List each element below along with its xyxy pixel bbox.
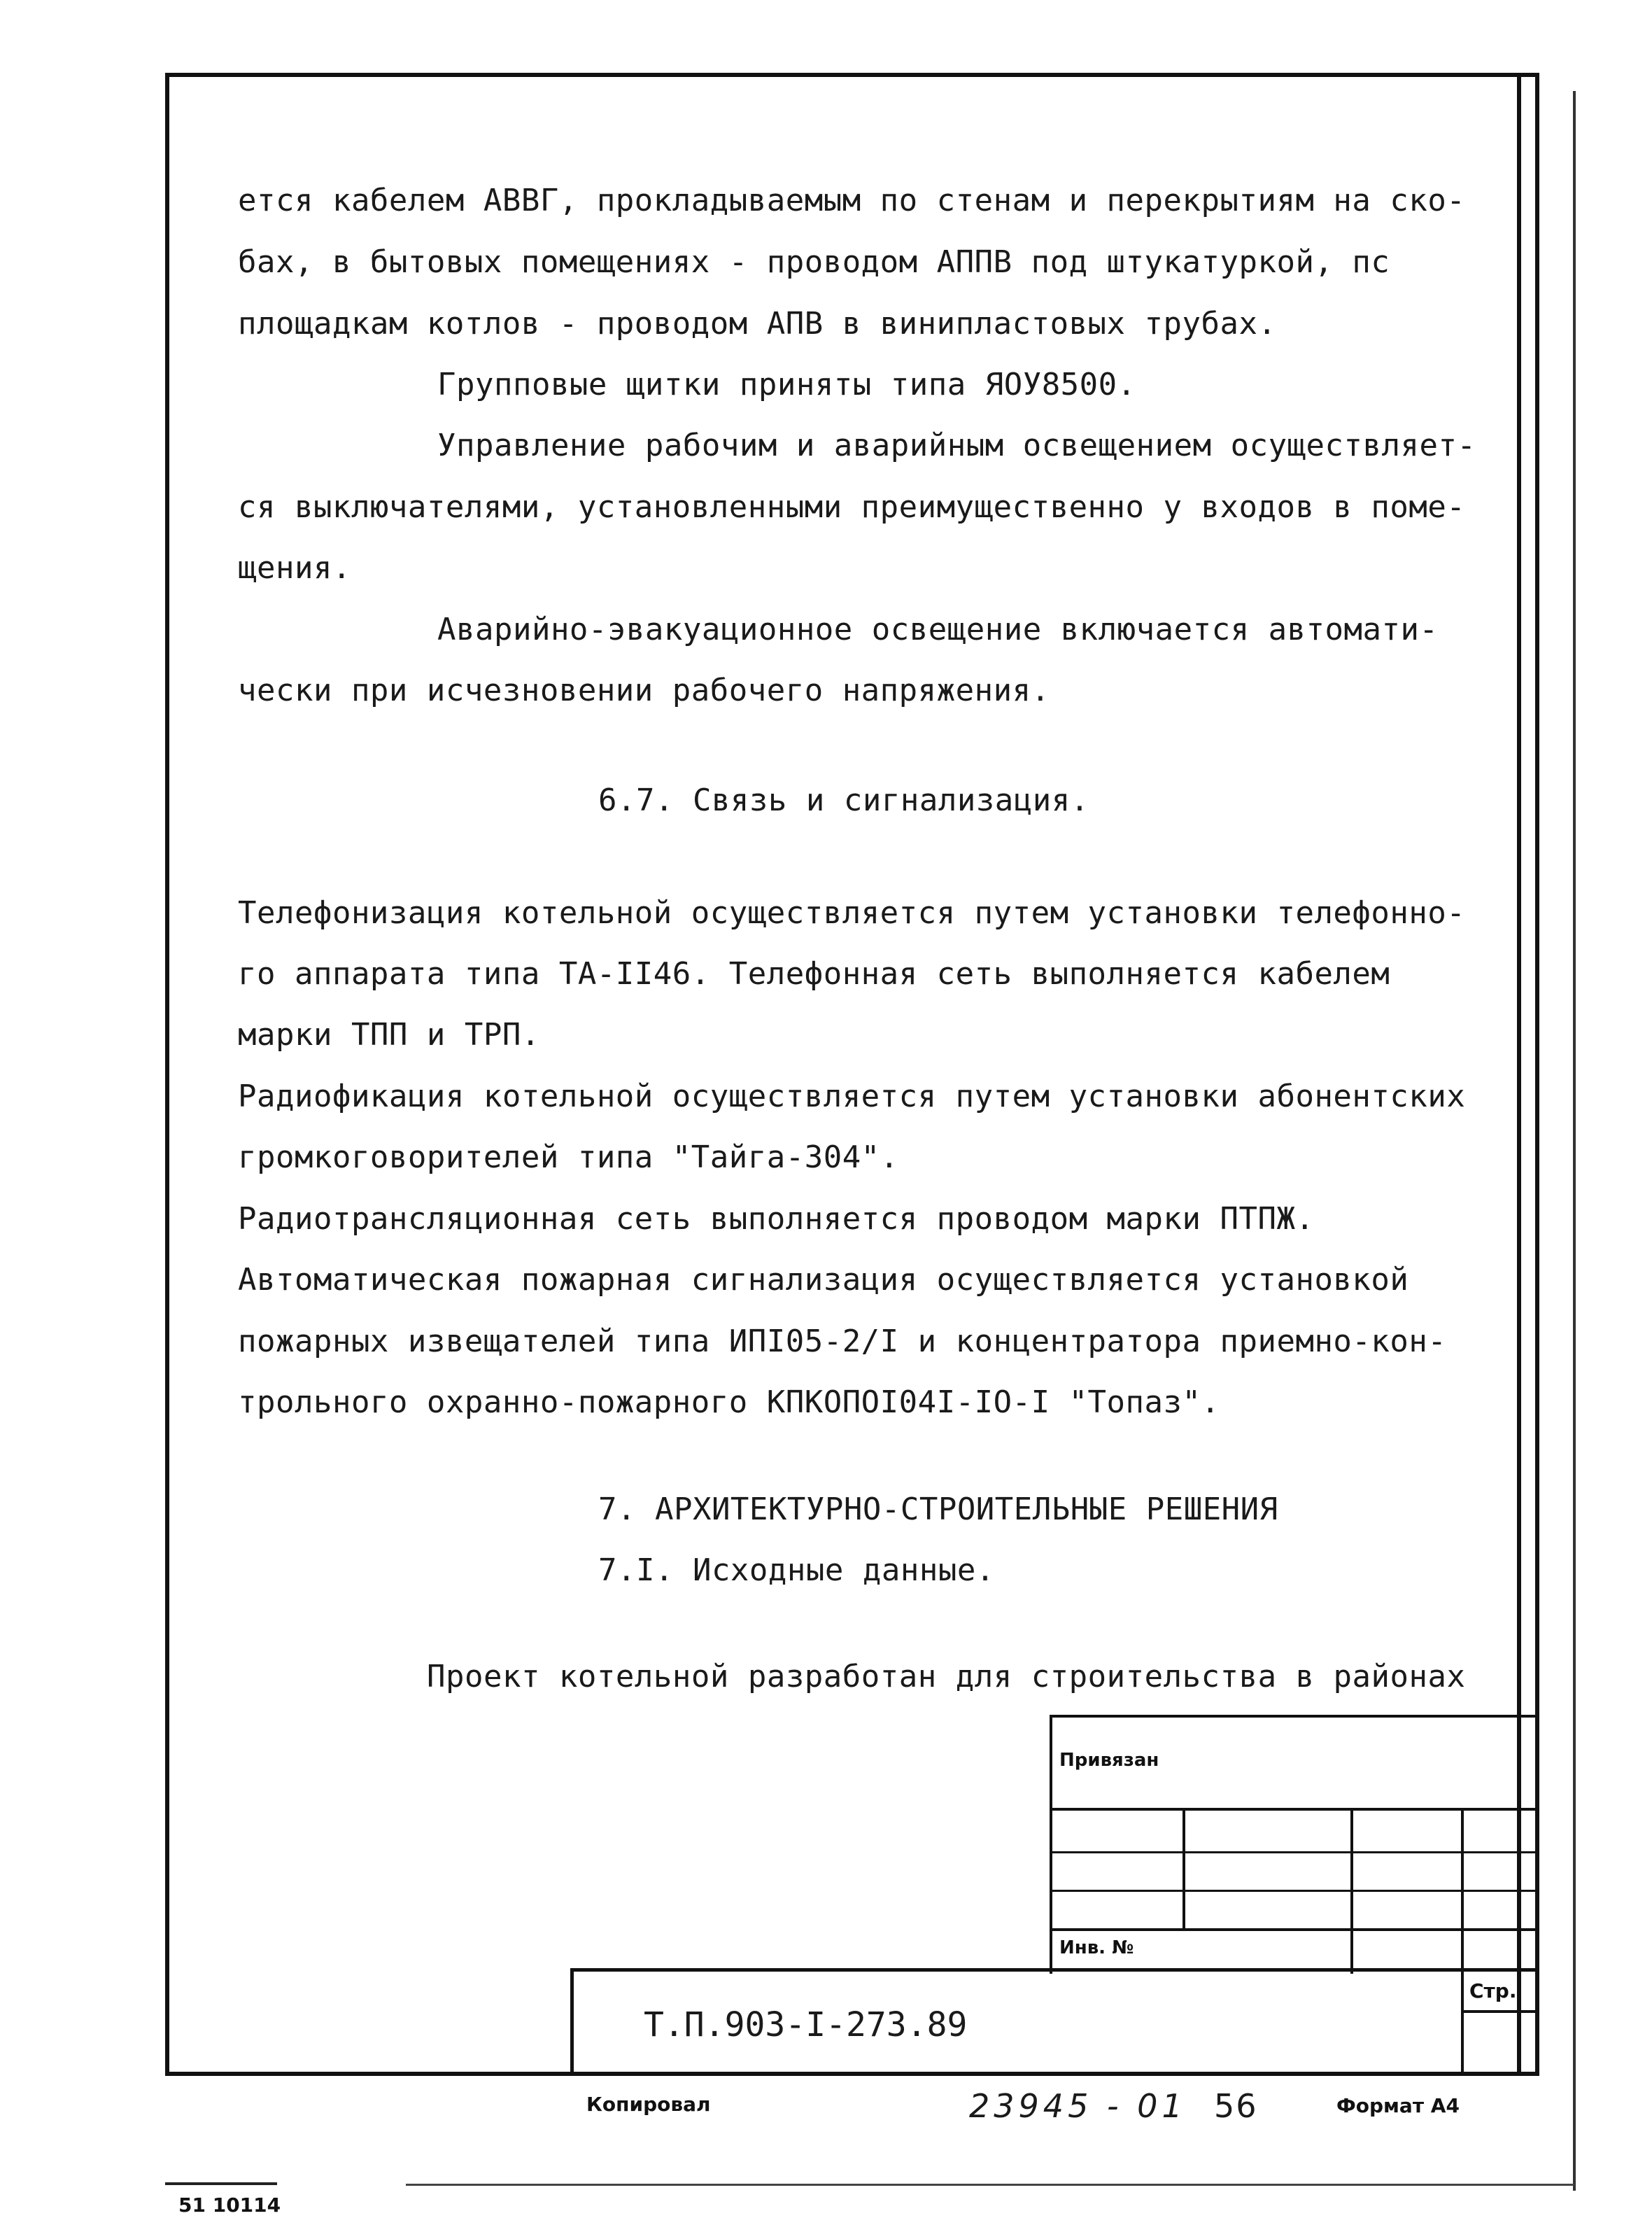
text-line: Аварийно-эвакуационное освещение включается автомати- [437, 612, 1439, 647]
tb-line [1461, 1808, 1464, 2076]
text-line: Автоматическая пожарная сигнализация осуществляется установкой [238, 1262, 1409, 1298]
handwritten-number: 23945 - 01 [969, 2087, 1187, 2125]
trim-line-bottom [406, 2184, 1574, 2186]
text-line: ся выключателями, установленными преимущественно у входов в поме- [238, 489, 1466, 525]
text-line: Радиотрансляционная сеть выполняется проводом марки ПТПЖ. [238, 1201, 1315, 1237]
text-line: бах, в бытовых помещениях - проводом АППВ под штукатуркой, пс [238, 244, 1390, 280]
copied-label: Копировал [586, 2093, 711, 2116]
document-code: Т.П.903-I-273.89 [644, 2005, 968, 2044]
tb-line [570, 1968, 1539, 1972]
text-line: Проект котельной разработан для строительства в районах [427, 1659, 1466, 1694]
section-heading: 7. АРХИТЕКТУРНО-СТРОИТЕЛЬНЫЕ РЕШЕНИЯ [598, 1491, 1278, 1527]
stamp-number: 51 10114 [178, 2194, 281, 2217]
text-line: громкоговорителей типа "Тайга-304". [238, 1139, 899, 1175]
page-label: Стр. [1469, 1979, 1517, 2002]
subsection-heading: 7.I. Исходные данные. [598, 1552, 995, 1588]
tb-line [1050, 1715, 1539, 1718]
text-line: чески при исчезновении рабочего напряжения. [238, 673, 1050, 708]
tb-line [1182, 1808, 1185, 1930]
tb-line [1050, 1928, 1539, 1931]
tb-line [1050, 1715, 1052, 1974]
page-number: 56 [1214, 2087, 1258, 2125]
privyazan-label: Привязан [1059, 1750, 1159, 1771]
tb-line [570, 1968, 574, 2076]
text-line: пожарных извещателей типа ИПI05-2/I и концентратора приемно-кон- [238, 1324, 1447, 1359]
section-heading: 6.7. Связь и сигнализация. [598, 782, 1089, 818]
text-line: Групповые щитки приняты типа ЯОУ8500. [437, 367, 1136, 402]
tb-line [1461, 2010, 1539, 2013]
text-line: ется кабелем АВВГ, прокладываемым по стенам и перекрытиям на ско- [238, 183, 1466, 218]
text-line: марки ТПП и ТРП. [238, 1017, 540, 1053]
text-line: Радиофикация котельной осуществляется путем установки абонентских [238, 1079, 1466, 1114]
text-line: го аппарата типа ТА-II46. Телефонная сеть выполняется кабелем [238, 956, 1390, 992]
tb-line [1350, 1808, 1353, 1974]
inv-label: Инв. № [1059, 1937, 1134, 1958]
tb-line [1050, 1890, 1539, 1892]
text-line: Телефонизация котельной осуществляется путем установки телефонно- [238, 895, 1466, 931]
trim-line-right [1573, 91, 1576, 2191]
tb-line [1050, 1851, 1539, 1853]
trim-line-bottom-left [165, 2182, 277, 2185]
text-line: щения. [238, 550, 351, 586]
text-line: площадкам котлов - проводом АПВ в винипластовых трубах. [238, 306, 1277, 342]
tb-line [1050, 1808, 1539, 1811]
text-line: трольного охранно-пожарного КПКОПОI04I-IO-I "Топаз". [238, 1384, 1220, 1420]
format-label: Формат А4 [1336, 2094, 1460, 2117]
text-line: Управление рабочим и аварийным освещением осуществляет- [437, 428, 1476, 463]
